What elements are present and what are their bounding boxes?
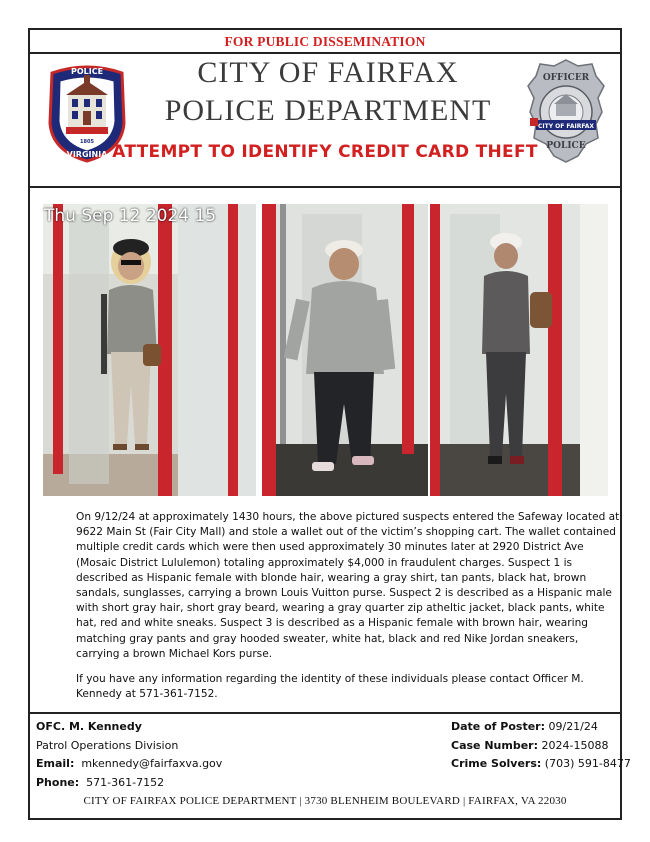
case-label: Case Number: [451,738,538,752]
camera-timestamp: Thu Sep 12 2024 15 [44,206,217,226]
badge-top-text: OFFICER [542,73,590,83]
officer-phone: 571-361-7152 [86,775,165,789]
officer-email-link[interactable]: mkennedy@fairfaxva.gov [81,757,223,770]
date-label: Date of Poster: [451,720,545,733]
contact-divider [28,712,622,714]
surveillance-photo-suspect-1 [43,204,256,496]
contact-request-paragraph: If you have any information regarding the identity of these individuals please contact Officer M. Kennedy at 571-361-7152. [76,673,584,701]
case-number: 2024-15088 [541,738,609,752]
badge-bottom-text: POLICE [546,141,586,151]
poster-date: 09/21/24 [548,720,598,733]
case-info-block [451,718,631,774]
poster-subtitle: ATTEMPT TO IDENTIFY CREDIT CARD THEFT [112,142,538,162]
header-divider-top [28,52,622,54]
officer-division: Patrol Operations Division [36,738,179,752]
crime-solvers-label: Crime Solvers: [451,757,542,770]
surveillance-photo-suspect-2 [262,204,428,496]
phone-label: Phone: [36,775,80,789]
officer-name: OFC. M. Kennedy [36,720,142,733]
incident-paragraph: On 9/12/24 at approximately 1430 hours, the above pictured suspects entered the Safeway located at 9622 Main St (Fair City Mall) and stole a wallet out of the victim’s shopping cart. The wallet contained multiple credit cards which were then used approximately 30 minutes later at 2920 District Ave (Mosaic District Lululemon) totaling approximately $4,000 in fraudulent charges. Suspect 1 is described as Hispanic female with blonde hair, wearing a gray shirt, tan pants, black hat, brown sandals, sunglasses, carrying a brown Louis Vuitton purse. Suspect 2 is described as a Hispanic male with short gray hair, short gray beard, wearing a gray quarter zip atheltic jacket, black pants, white hat, red and white sneaks. Suspect 3 is described as a Hispanic female with brown hair, wearing matching gray pants and gray hooded sweater, white hat, black and red Nike Jordan sneakers, carrying a brown Michael Kors purse. [76,511,620,660]
department-title: POLICE DEPARTMENT [164,94,492,127]
header-divider-bottom [28,186,622,188]
patch-left-text: CITY OF [60,99,67,127]
patch-top-text: POLICE [70,67,104,76]
dissemination-banner: FOR PUBLIC DISSEMINATION [224,34,426,49]
email-label: Email: [36,757,75,770]
badge-band-text: CITY OF FAIRFAX [537,123,595,130]
patch-bottom-text: VIRGINIA [66,150,108,159]
officer-badge-logo [526,58,606,168]
crime-solvers-phone: (703) 591-8477 [544,757,631,770]
incident-description [76,510,620,712]
surveillance-photo-suspect-3 [430,204,608,496]
city-title: CITY OF FAIRFAX [197,56,459,89]
officer-contact-block [36,718,222,792]
department-address-footer: CITY OF FAIRFAX POLICE DEPARTMENT | 3730 BLENHEIM BOULEVARD | FAIRFAX, VA 22030 [83,795,567,807]
patch-right-text: FAIRFAX [127,99,134,127]
patch-year-text: 1805 [80,139,94,145]
